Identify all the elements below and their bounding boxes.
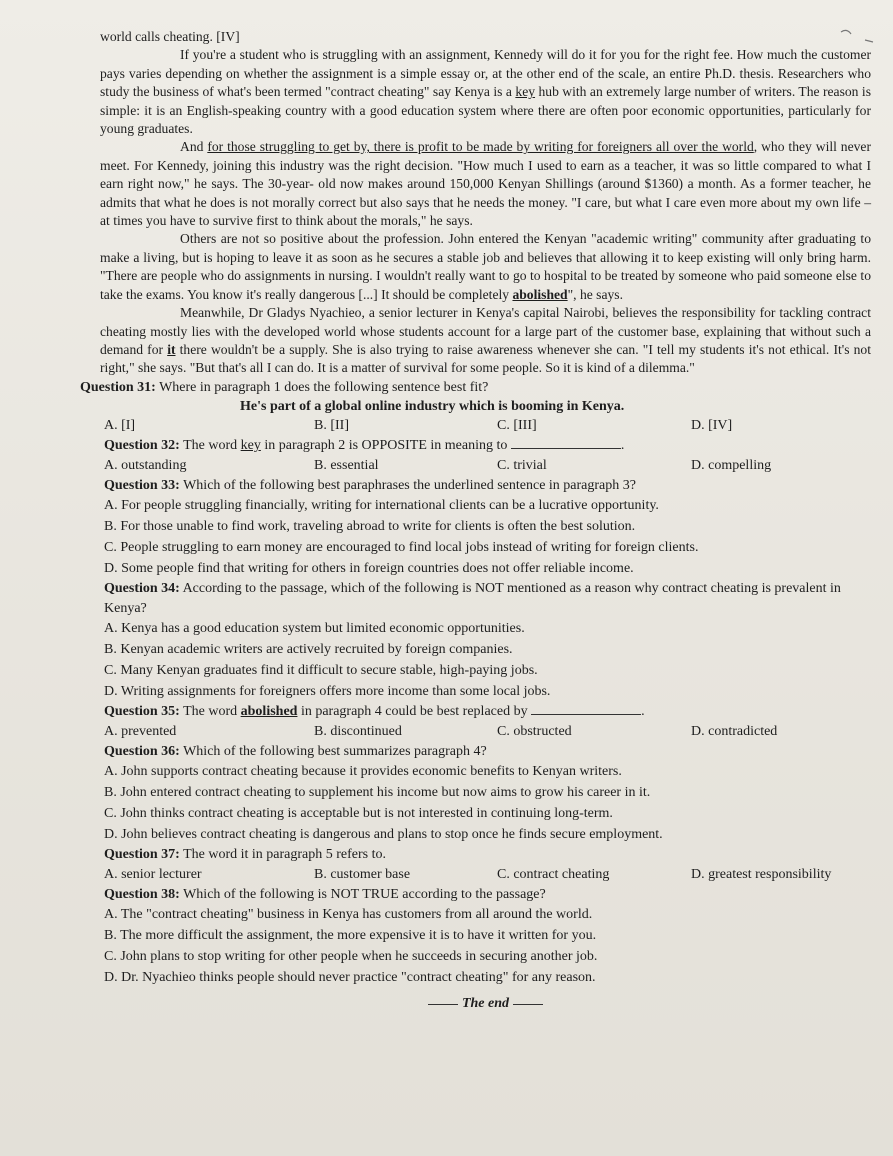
q33-label: Question 33:	[104, 477, 180, 493]
q35-option-d[interactable]: D. contradicted	[691, 723, 778, 739]
q36-option-c[interactable]: C. John thinks contract cheating is acceptable but is not interested in continuing long-term.	[104, 806, 613, 822]
q37-options	[104, 865, 871, 885]
q32-answer-blank[interactable]	[511, 436, 621, 449]
q34-label: Question 34:	[104, 581, 180, 597]
q34-option-c[interactable]: C. Many Kenyan graduates find it difficult to secure stable, high-paying jobs.	[104, 663, 538, 679]
q35-text-b: in paragraph 4 could be best replaced by	[297, 704, 532, 720]
q37-option-b[interactable]: B. customer base	[314, 866, 411, 882]
q33-text: Which of the following best paraphrases the underlined sentence in paragraph 3?	[179, 477, 636, 493]
q37-option-c[interactable]: C. contract cheating	[497, 866, 610, 882]
q33-option-d[interactable]: D. Some people find that writing for others in foreign countries does not offer reliable income.	[104, 561, 634, 577]
q32-option-c[interactable]: C. trivial	[497, 457, 547, 473]
q31-options	[104, 416, 871, 436]
q31-option-b[interactable]: B. [II]	[314, 418, 349, 434]
q37-option-d[interactable]: D. greatest responsibility	[691, 866, 832, 882]
q36-option-a[interactable]: A. John supports contract cheating because it provides economic benefits to Kenyan writers.	[104, 764, 622, 780]
q35-option-c[interactable]: C. obstructed	[497, 723, 572, 739]
passage-paragraph-3	[100, 230, 871, 304]
q36-option-d[interactable]: D. John believes contract cheating is dangerous and plans to stop once he finds secure employment.	[104, 827, 663, 843]
p2-start: And	[180, 139, 208, 155]
q35-option-b[interactable]: B. discontinued	[314, 723, 402, 739]
q34-text: According to the passage, which of the following is NOT mentioned as a reason why contract cheating is prevalent in Kenya?	[104, 581, 841, 616]
q37-text: The word it in paragraph 5 refers to.	[179, 847, 387, 863]
question-36	[104, 742, 871, 762]
q38-option-d[interactable]: D. Dr. Nyachieo thinks people should never practice "contract cheating" for any reason.	[104, 970, 596, 986]
question-32: Question 32: The word key in paragraph 2 is OPPOSITE in meaning to .	[104, 438, 625, 454]
q35-word: abolished	[240, 704, 298, 720]
q31-option-d[interactable]: D. [IV]	[691, 418, 733, 434]
p4-start: Meanwhile, Dr Gladys Nyachieo, a senior lecturer in Kenya's capital Nairobi, believes the responsibility for tackling contract cheating mostly lies with the developed world whose students account for a large part of the customer base, explaining that without such a demand for	[100, 305, 871, 357]
p3-rest: ", he says.	[567, 286, 623, 302]
question-38	[104, 885, 871, 905]
passage-paragraph-2	[100, 138, 871, 230]
q32-text-b: in paragraph 2 is OPPOSITE in meaning to	[260, 438, 511, 454]
underlined-sentence: for those struggling to get by, there is profit to be made by writing for foreigners all over the world	[207, 139, 754, 155]
q35-answer-blank[interactable]	[531, 702, 641, 715]
q33-option-b[interactable]: B. For those unable to find work, traveling abroad to write for clients is often the best solution.	[104, 519, 636, 535]
q32-options	[104, 456, 871, 476]
q31-option-a[interactable]: A. [I]	[104, 418, 136, 434]
q35-options	[104, 722, 871, 742]
passage-line-0: world calls cheating. [IV]	[100, 29, 240, 44]
word-it: it	[167, 341, 176, 357]
q33-option-a[interactable]: A. For people struggling financially, writing for international clients can be a lucrative opportunity.	[104, 498, 659, 514]
question-35: Question 35: The word abolished in paragraph 4 could be best replaced by .	[104, 704, 645, 720]
q32-text-a: The word	[179, 438, 241, 454]
q38-option-b[interactable]: B. The more difficult the assignment, the more expensive it is to have it written for you.	[104, 928, 597, 944]
end-dash-left	[428, 1004, 458, 1005]
p1-text: If you're a student who is struggling with an assignment, Kennedy will do it for you for the right fee. How much the customer pays varies depending on whether the assignment is a simple essay or, at the other end of the scale, an entire Ph.D. thesis. Researchers who study the business of what's been termed "contract cheating" say Kenya is a	[100, 47, 871, 100]
passage-paragraph-1	[100, 46, 871, 138]
q38-label: Question 38:	[104, 886, 180, 902]
p1-rest: hub with an extremely large number of writers. The reason is simple: it is an English-speaking country with a good education system where there are often poor economic opportunities, particularly for young graduates.	[100, 84, 871, 137]
q36-text: Which of the following best summarizes paragraph 4?	[179, 743, 487, 759]
q34-option-b[interactable]: B. Kenyan academic writers are actively recruited by foreign companies.	[104, 642, 513, 658]
question-34	[104, 579, 871, 618]
q34-option-d[interactable]: D. Writing assignments for foreigners offers more income than some local jobs.	[104, 684, 551, 700]
q36-label: Question 36:	[104, 743, 180, 759]
q35-text-a: The word	[179, 704, 241, 720]
q32-option-b[interactable]: B. essential	[314, 457, 379, 473]
q32-option-a[interactable]: A. outstanding	[104, 457, 187, 473]
q37-label: Question 37:	[104, 847, 180, 863]
q35-option-a[interactable]: A. prevented	[104, 723, 177, 739]
q32-option-d[interactable]: D. compelling	[691, 457, 772, 473]
q32-label: Question 32:	[104, 438, 180, 454]
q34-option-a[interactable]: A. Kenya has a good education system but limited economic opportunities.	[104, 621, 525, 637]
end-text: The end	[461, 996, 510, 1012]
passage-paragraph-4	[100, 304, 871, 378]
q35-label: Question 35:	[104, 704, 180, 720]
q38-option-a[interactable]: A. The "contract cheating" business in Kenya has customers from all around the world.	[104, 907, 593, 923]
p4-rest: there wouldn't be a supply. She is also trying to raise awareness whenever she can. "I tell my students it's not ethical. It's not right," she says. "But that's all I can do. It is a matter of survival for some people. So it is kind of a dilemma."	[100, 341, 872, 376]
question-33	[104, 476, 871, 496]
word-abolished: abolished	[512, 286, 568, 302]
p3-start: Others are not so positive about the profession. John entered the Kenyan "academic writing" community after graduating to make a living, but is hoping to leave it as soon as he secures a stable job and believes that allowing it to keep existing will only bring harm. "There are people who do assignments in nursing. I wouldn't really want to go to hospital to be treated by someone who paid someone else to take the exams. You know it's really dangerous [...] It should be completely	[100, 231, 871, 302]
p2-rest: , who they will never meet. For Kennedy, joining this industry was the right decision. "How much I used to earn as a teacher, it was so little compared to what I earn right now," he says. The 30-year- old now makes around 150,000 Kenyan Shillings (around $1360) a month. As a former teacher, he admits that what he does is not morally correct but also says that he needs the money. "I care, but what I care even more about my own life – at times you have to survive first to think about the morals," he says.	[100, 139, 871, 229]
q32-word: key	[240, 438, 261, 454]
q31-text: Where in paragraph 1 does the following sentence best fit?	[155, 379, 489, 395]
question-31	[80, 378, 871, 398]
q38-text: Which of the following is NOT TRUE according to the passage?	[179, 886, 546, 902]
end-dash-right	[513, 1004, 543, 1005]
q36-option-b[interactable]: B. John entered contract cheating to supplement his income but now aims to grow his career in it.	[104, 785, 651, 801]
end-marker	[100, 996, 871, 1012]
q31-option-c[interactable]: C. [III]	[497, 418, 537, 434]
word-key: key	[515, 84, 536, 100]
q31-sentence: He's part of a global online industry which is booming in Kenya.	[240, 399, 625, 415]
q31-label: Question 31:	[80, 379, 156, 395]
corner-scribble-icon	[839, 26, 879, 46]
q33-option-c[interactable]: C. People struggling to earn money are encouraged to find local jobs instead of writing for foreign clients.	[104, 540, 699, 556]
q37-option-a[interactable]: A. senior lecturer	[104, 866, 202, 882]
question-37	[104, 845, 871, 865]
q38-option-c[interactable]: C. John plans to stop writing for other people when he succeeds in securing another job.	[104, 949, 598, 965]
